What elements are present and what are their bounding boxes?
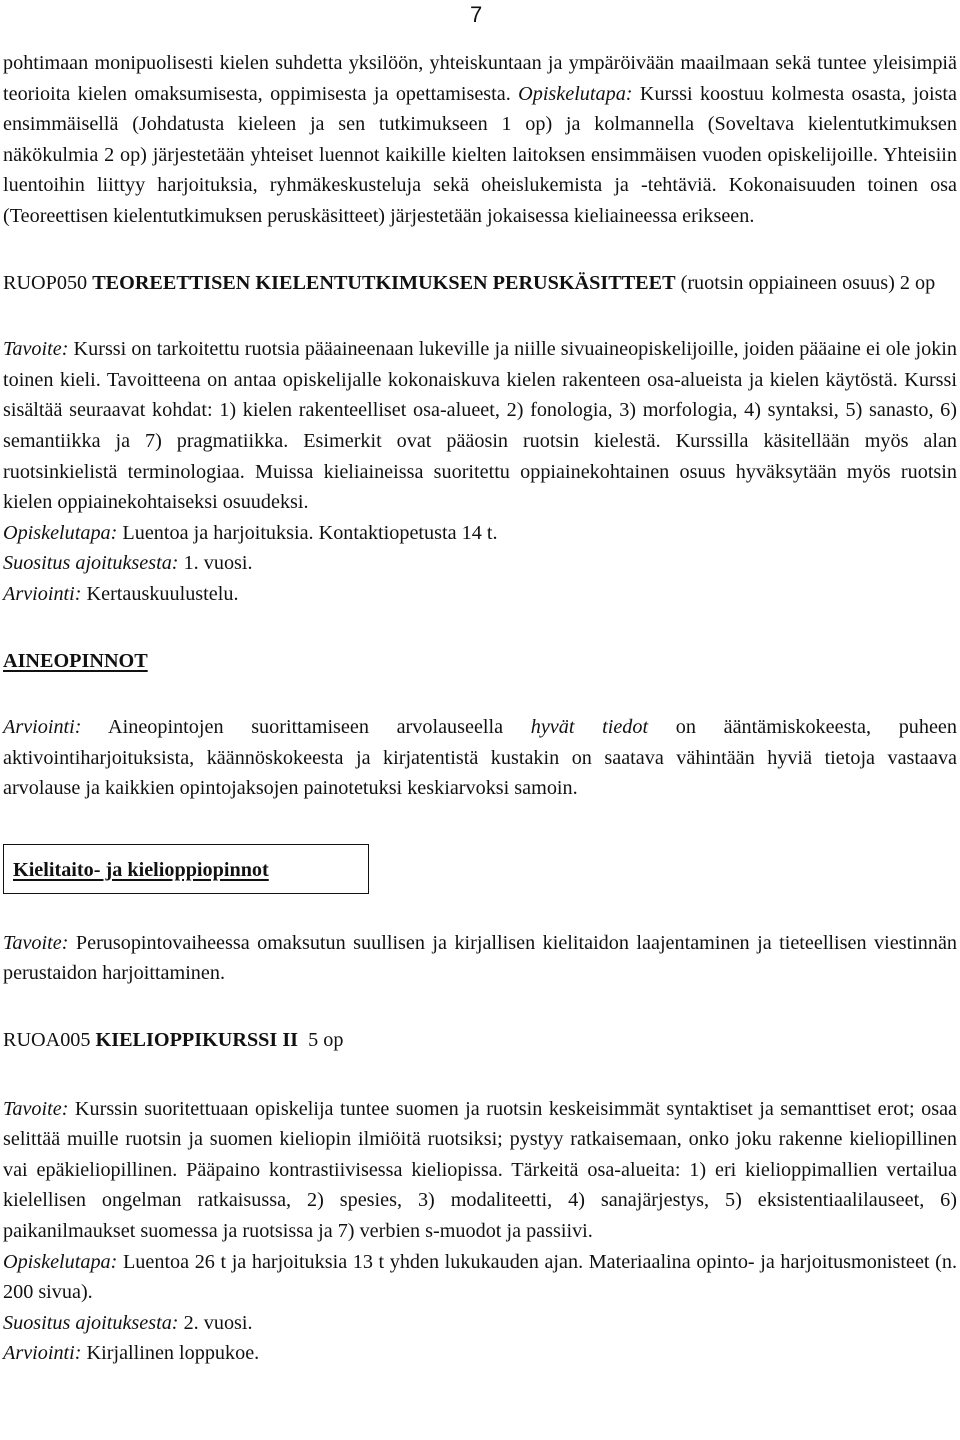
tavoite-label: Tavoite: (3, 338, 69, 361)
arviointi-text-after: on ääntämiskokeesta, puheen aktivointiharjoituksista, käännöskokeesta ja kirjatentistä kustakin on saatava vähintään hyviä tietoja vastaava arvolause ja kaikkien opintojaksojen painotetuksi keskiarvoksi samoin. (3, 716, 957, 800)
opiskelutapa-label: Opiskelutapa: (3, 521, 118, 544)
suositus-text: 2. vuosi. (178, 1311, 253, 1334)
arviointi-label: Arviointi: (3, 1342, 82, 1365)
arviointi-emphasis: hyvät tiedot (530, 716, 649, 739)
suositus-label: Suositus ajoituksesta: (3, 1311, 179, 1334)
section-heading-aineopinnot (3, 646, 957, 677)
course-heading-ruoa005 (3, 1025, 957, 1056)
course-credits: 5 op (308, 1029, 344, 1052)
aineopinnot-paragraph (3, 712, 957, 804)
page-number: 7 (470, 2, 483, 27)
arviointi-text-before: Aineopintojen suorittamiseen arvolauseella (81, 716, 531, 739)
aineopinnot-heading: AINEOPINNOT (3, 649, 148, 672)
intro-text: pohtimaan monipuolisesti kielen suhdetta yksilöön, yhteiskuntaan ja ympäröivään maailmaan sekä tuntee yleisimpiä teorioita kielen omaksumisesta, oppimisesta ja opettamisesta. (3, 52, 957, 105)
suositus-text: 1. vuosi. (178, 552, 253, 575)
arviointi-label: Arviointi: (3, 582, 82, 605)
opiskelutapa-text: Luentoa ja harjoituksia. Kontaktiopetusta 14 t. (117, 521, 498, 544)
course-title: KIELIOPPIKURSSI II (95, 1029, 299, 1052)
opiskelutapa-label: Opiskelutapa: (3, 1250, 118, 1273)
tavoite-text: Kurssin suoritettuaan opiskelija tuntee suomen ja ruotsin keskeisimmät syntaktiset ja semanttiset erot; osaa selittää muille ruotsin ja suomen kieliopin ilmiöitä ruotsiksi; pystyy ratkaisemaan, onko joku rakenne kieliopillinen vai epäkieliopillinen. Pääpaino kontrastiivisessa kieliopissa. Tärkeitä osa-alueita: 1) eri kielioppimallien vertailua kielellisen ongelman ratkaisussa, 2) spesies, 3) modaliteetti, 4) sanajärjestys, 5) eksistentiaalilauseet, 6) paikanilmaukset suomessa ja ruotsissa ja 7) verbien s-muodot ja passiivi. (3, 1097, 957, 1243)
arviointi-label: Arviointi: (3, 716, 82, 739)
page-content (3, 48, 957, 1369)
tavoite-label: Tavoite: (3, 931, 69, 954)
course-code: RUOP050 (3, 271, 88, 294)
opiskelutapa-text: Luentoa 26 t ja harjoituksia 13 t yhden lukukauden ajan. Materiaalina opinto- ja harjoitusmonisteet (n. 200 sivua). (3, 1250, 957, 1304)
course-heading-ruop050 (3, 268, 957, 299)
kielitaito-boxed-heading: Kielitaito- ja kielioppiopinnot (3, 844, 369, 895)
suositus-label: Suositus ajoituksesta: (3, 552, 179, 575)
tavoite-text: Perusopintovaiheessa omaksutun suullisen ja kirjallisen kielitaidon laajentaminen ja tieteellisen viestinnän perustaidon harjoittaminen. (3, 931, 957, 985)
opiskelutapa-label: Opiskelutapa: (518, 82, 633, 105)
course-suffix: (ruotsin oppiaineen osuus) 2 op (675, 271, 936, 294)
kielitaito-paragraph (3, 928, 957, 989)
arviointi-text: Kirjallinen loppukoe. (81, 1342, 260, 1365)
tavoite-text: Kurssi on tarkoitettu ruotsia pääaineenaan lukeville ja niille sivuaineopiskelijoille, joiden pääaine ei ole jokin toinen kieli. Tavoitteena on antaa opiskelijalle kokonaiskuva kielen rakenteen osa-alueista ja kielen käytöstä. Kurssi sisältää seuraavat kohdat: 1) kielen rakenteelliset osa-alueet, 2) fonologia, 3) morfologia, 4) syntaksi, 5) sanasto, 6) semantiikka ja 7) pragmatiikka. Esimerkit ovat pääosin ruotsin kielestä. Kurssilla käsitellään myös alan ruotsinkielistä terminologiaa. Muissa kieliaineissa suoritettu oppiainekohtainen osuus hyväksytään myös ruotsin kielen oppiainekohtaiseksi osuudeksi. (3, 338, 957, 514)
course-code: RUOA005 (3, 1029, 91, 1052)
course-ruop050-details (3, 334, 957, 609)
boxed-heading-wrap (3, 844, 957, 896)
opiskelutapa-text: Kurssi koostuu kolmesta osasta, joista ensimmäisellä (Johdatusta kieleen ja sen tutkimukseen 1 op) ja kolmannella (Soveltava kielentutkimuksen näkökulmia 2 op) järjestetään yhteiset luennot kaikille kielten laitoksen ensimmäisen vuoden opiskelijoille. Yhteisiin luentoihin liittyy harjoituksia, ryhmäkeskusteluja sekä oheislukemista ja -tehtäviä. Kokonaisuuden toinen osa (Teoreettisen kielentutkimuksen peruskäsitteet) järjestetään jokaisessa kieliaineessa erikseen. (3, 82, 958, 227)
course-ruoa005-details (3, 1094, 957, 1369)
intro-paragraph (3, 48, 957, 232)
arviointi-text: Kertauskuulustelu. (81, 582, 239, 605)
tavoite-label: Tavoite: (3, 1097, 69, 1120)
course-title: TEOREETTISEN KIELENTUTKIMUKSEN PERUSKÄSITTEET (92, 271, 676, 294)
